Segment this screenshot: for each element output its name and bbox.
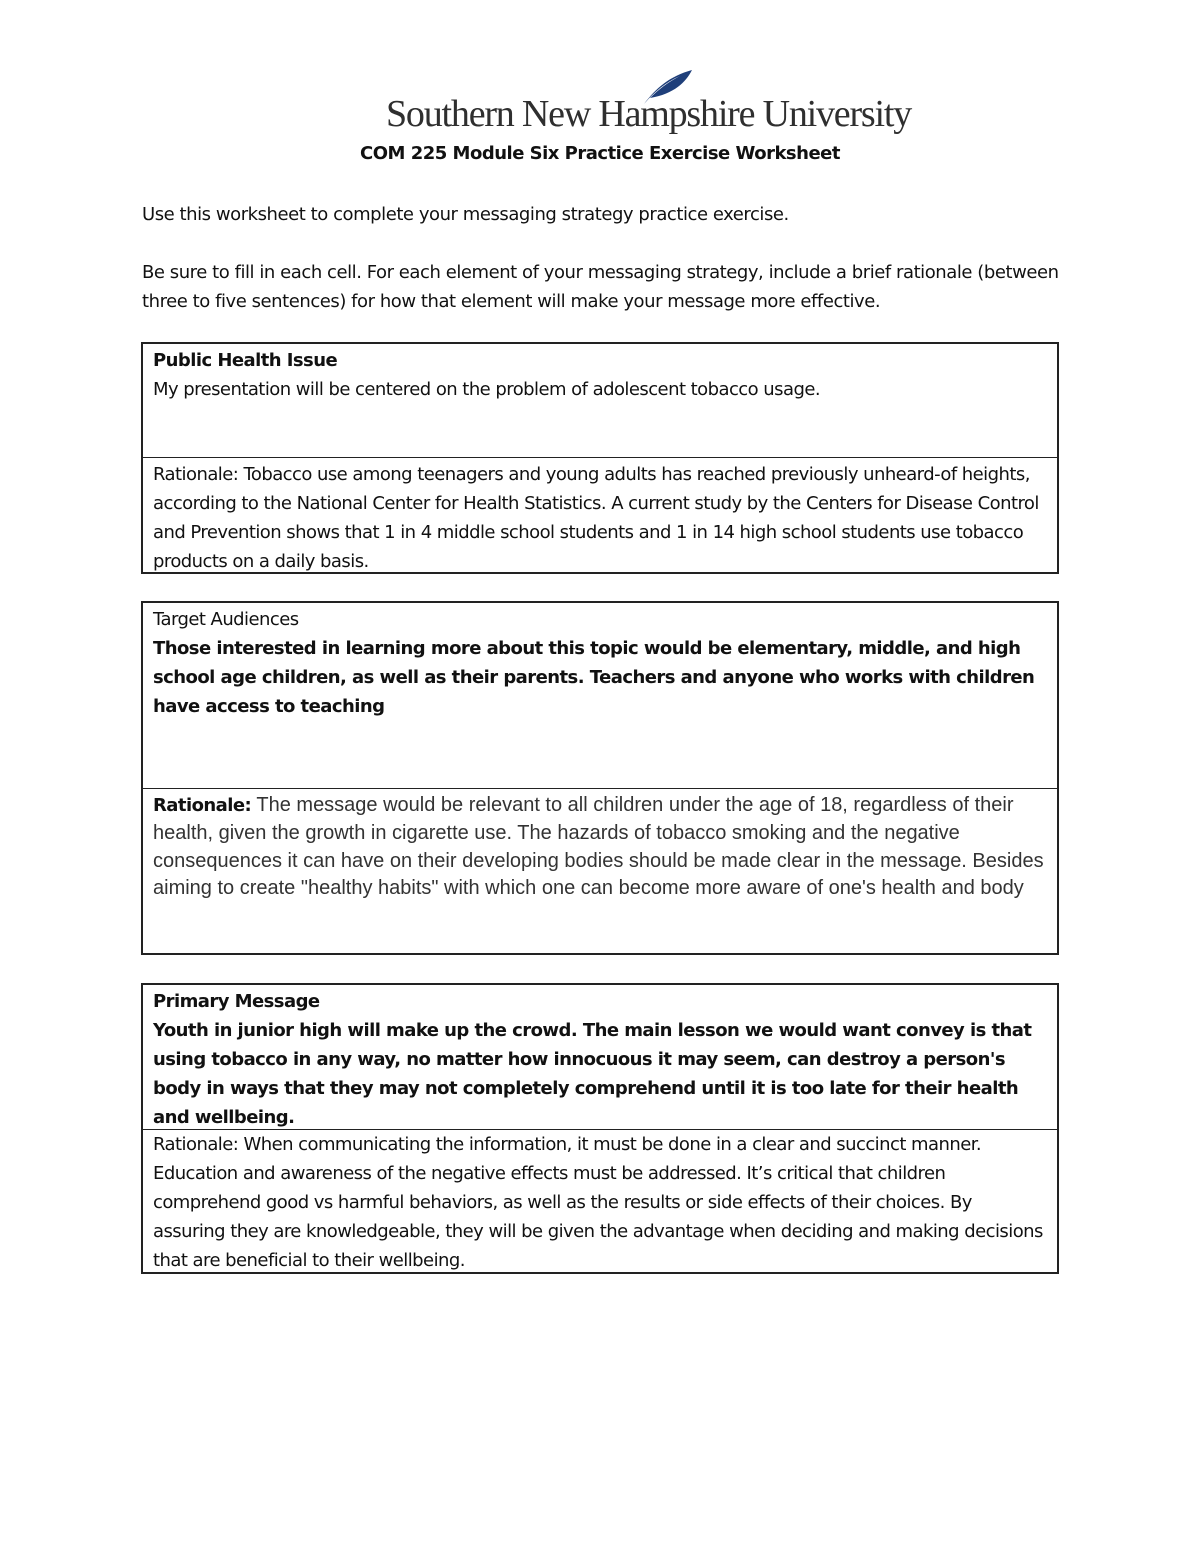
public-health-issue-table	[141, 342, 1059, 574]
section-content: Those interested in learning more about this topic would be elementary, middle, and high school age children, as well as their parents. Teachers and anyone who works with children have access to teaching	[153, 638, 1035, 717]
rationale-cell	[143, 788, 1057, 953]
rationale-label: Rationale:	[153, 1134, 239, 1155]
university-name: Southern New Hampshire University	[386, 93, 912, 135]
rationale-text: Tobacco use among teenagers and young adults has reached previously unheard-of heights, according to the National Center for Health Statistics. A current study by the Centers for Disease Control and Prevention shows that 1 in 4 middle school students and 1 in 14 high school students use tobacco products on a daily basis.	[153, 464, 1039, 572]
intro-line-1: Use this worksheet to complete your messaging strategy practice exercise.	[142, 204, 789, 225]
rationale-text: When communicating the information, it must be done in a clear and succinct manner. Education and awareness of the negative effects must be addressed. It’s critical that children comprehend good vs harmful behaviors, as well as the results or side effects of their choices. By assuring they are knowledgeable, they will be given the advantage when deciding and making decisions that are beneficial to their wellbeing.	[153, 1134, 1043, 1271]
intro-line-2: Be sure to fill in each cell. For each element of your messaging strategy, include a brief rationale (between three to five sentences) for how that element will make your message more effective.	[142, 262, 1059, 312]
section-content: My presentation will be centered on the problem of adolescent tobacco usage.	[153, 379, 821, 400]
target-audiences-table	[141, 601, 1059, 955]
rationale-cell	[143, 457, 1057, 572]
public-health-issue-cell	[143, 346, 1057, 458]
section-label: Public Health Issue	[153, 350, 338, 371]
target-audiences-cell	[143, 605, 1057, 789]
primary-message-table	[141, 983, 1059, 1274]
rationale-label: Rationale:	[153, 795, 252, 816]
rationale-text: The message would be relevant to all children under the age of 18, regardless of their health, given the growth in cigarette use. The hazards of tobacco smoking and the negative consequences it can have on their developing bodies should be made clear in the message. Besides aiming to create "healthy habits" with which one can become more aware of one's health and body	[153, 794, 1044, 899]
section-label: Target Audiences	[153, 609, 299, 630]
worksheet-title: COM 225 Module Six Practice Exercise Worksheet	[360, 143, 840, 164]
rationale-label: Rationale:	[153, 464, 239, 485]
primary-message-cell	[143, 987, 1057, 1131]
university-logo	[386, 68, 912, 138]
section-content: Youth in junior high will make up the crowd. The main lesson we would want convey is that using tobacco in any way, no matter how innocuous it may seem, can destroy a person's body in ways that they may not completely comprehend until it is too late for their health and wellbeing.	[153, 1020, 1032, 1128]
section-label: Primary Message	[153, 991, 320, 1012]
rationale-cell	[143, 1129, 1057, 1272]
